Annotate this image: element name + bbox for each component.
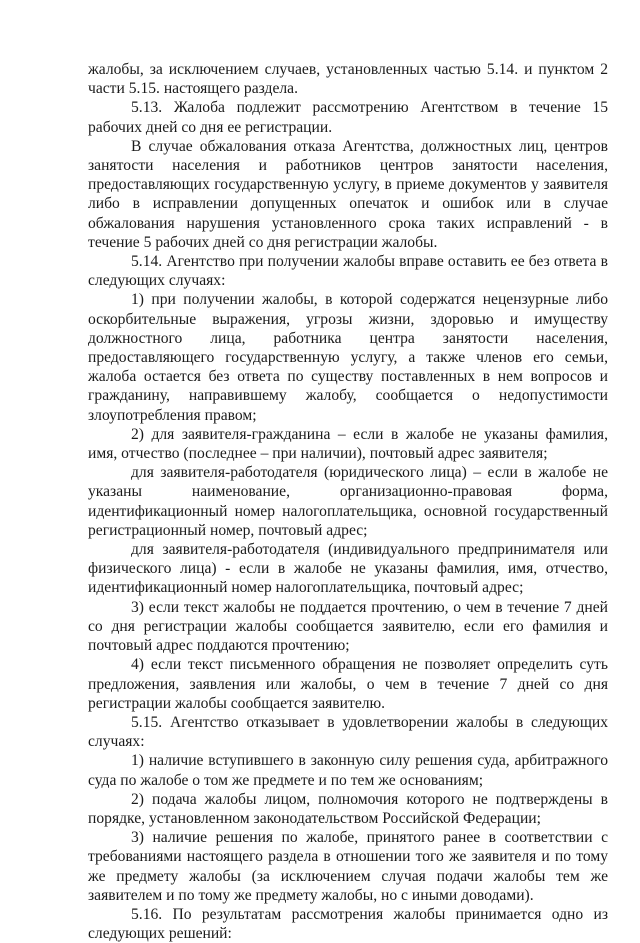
list-item-5-14-4: 4) если текст письменного обращения не позволяет определить суть предложения, заявления или жалобы, о чем в течение 7 дней со дня регистрации жалобы сообщается заявителю.: [88, 656, 608, 712]
list-item-5-14-3: 3) если текст жалобы не поддается прочтению, о чем в течение 7 дней со дня регистрации жалобы сообщается заявителю, если его фамилия и почтовый адрес поддаются прочтению;: [88, 598, 608, 655]
paragraph-5-13: 5.13. Жалоба подлежит рассмотрению Агентством в течение 15 рабочих дней со дня ее регистрации.: [88, 99, 608, 136]
paragraph-5-16: 5.16. По результатам рассмотрения жалобы принимается одно из следующих решений:: [88, 905, 608, 943]
list-item-5-14-2: 2) для заявителя-гражданина – если в жалобе не указаны фамилия, имя, отчество (последнее – при наличии), почтовый адрес заявителя;: [88, 425, 608, 463]
paragraph-continuation: жалобы, за исключением случаев, установленных частью 5.14. и пунктом 2 части 5.15. настоящего раздела.: [88, 61, 608, 98]
document-page: [88, 60, 608, 943]
paragraph-appeal-refusal: В случае обжалования отказа Агентства, должностных лиц, центров занятости населения и работников центров занятости населения, предоставляющих государственную услугу, в приеме документов у заявителя либо в исправлении допущенных опечаток и ошибок или в случае обжалования нарушения установленного срока таких исправлений - в течение 5 рабочих дней со дня регистрации жалобы.: [88, 137, 608, 251]
list-item-5-15-1: 1) наличие вступившего в законную силу решения суда, арбитражного суда по жалобе о том же предмете и по тем же основаниям;: [88, 752, 608, 789]
list-item-5-14-2-legal-entity: для заявителя-работодателя (юридического лица) – если в жалобе не указаны наименование, организационно-правовая форма, идентификационный номер налогоплательщика, основной государственный регистрационный номер, почтовый адрес;: [88, 464, 608, 539]
list-item-5-15-3: 3) наличие решения по жалобе, принятого ранее в соответствии с требованиями настоящего раздела в отношении того же заявителя и по тому же предмету жалобы (за исключением случая подачи жалобы тем же заявителем и по тому же предмету жалобы, но с иными доводами).: [88, 829, 608, 904]
paragraph-5-15: 5.15. Агентство отказывает в удовлетворении жалобы в следующих случаях:: [88, 713, 608, 751]
list-item-5-15-2: 2) подача жалобы лицом, полномочия которого не подтверждены в порядке, установленном законодательством Российской Федерации;: [88, 790, 608, 827]
list-item-5-14-2-individual: для заявителя-работодателя (индивидуального предпринимателя или физического лица) - если в жалобе не указаны фамилия, имя, отчество, идентификационный номер налогоплательщика, почтовый адрес;: [88, 541, 608, 597]
list-item-5-14-1: 1) при получении жалобы, в которой содержатся нецензурные либо оскорбительные выражения, угрозы жизни, здоровью и имуществу должностного лица, работника центра занятости населения, предоставляющего государственную услугу, а также членов его семьи, жалоба остается без ответа по существу поставленных в нем вопросов и гражданину, направившему жалобу, сообщается о недопустимости злоупотребления правом;: [88, 291, 608, 424]
paragraph-5-14: 5.14. Агентство при получении жалобы вправе оставить ее без ответа в следующих случаях:: [88, 253, 608, 290]
